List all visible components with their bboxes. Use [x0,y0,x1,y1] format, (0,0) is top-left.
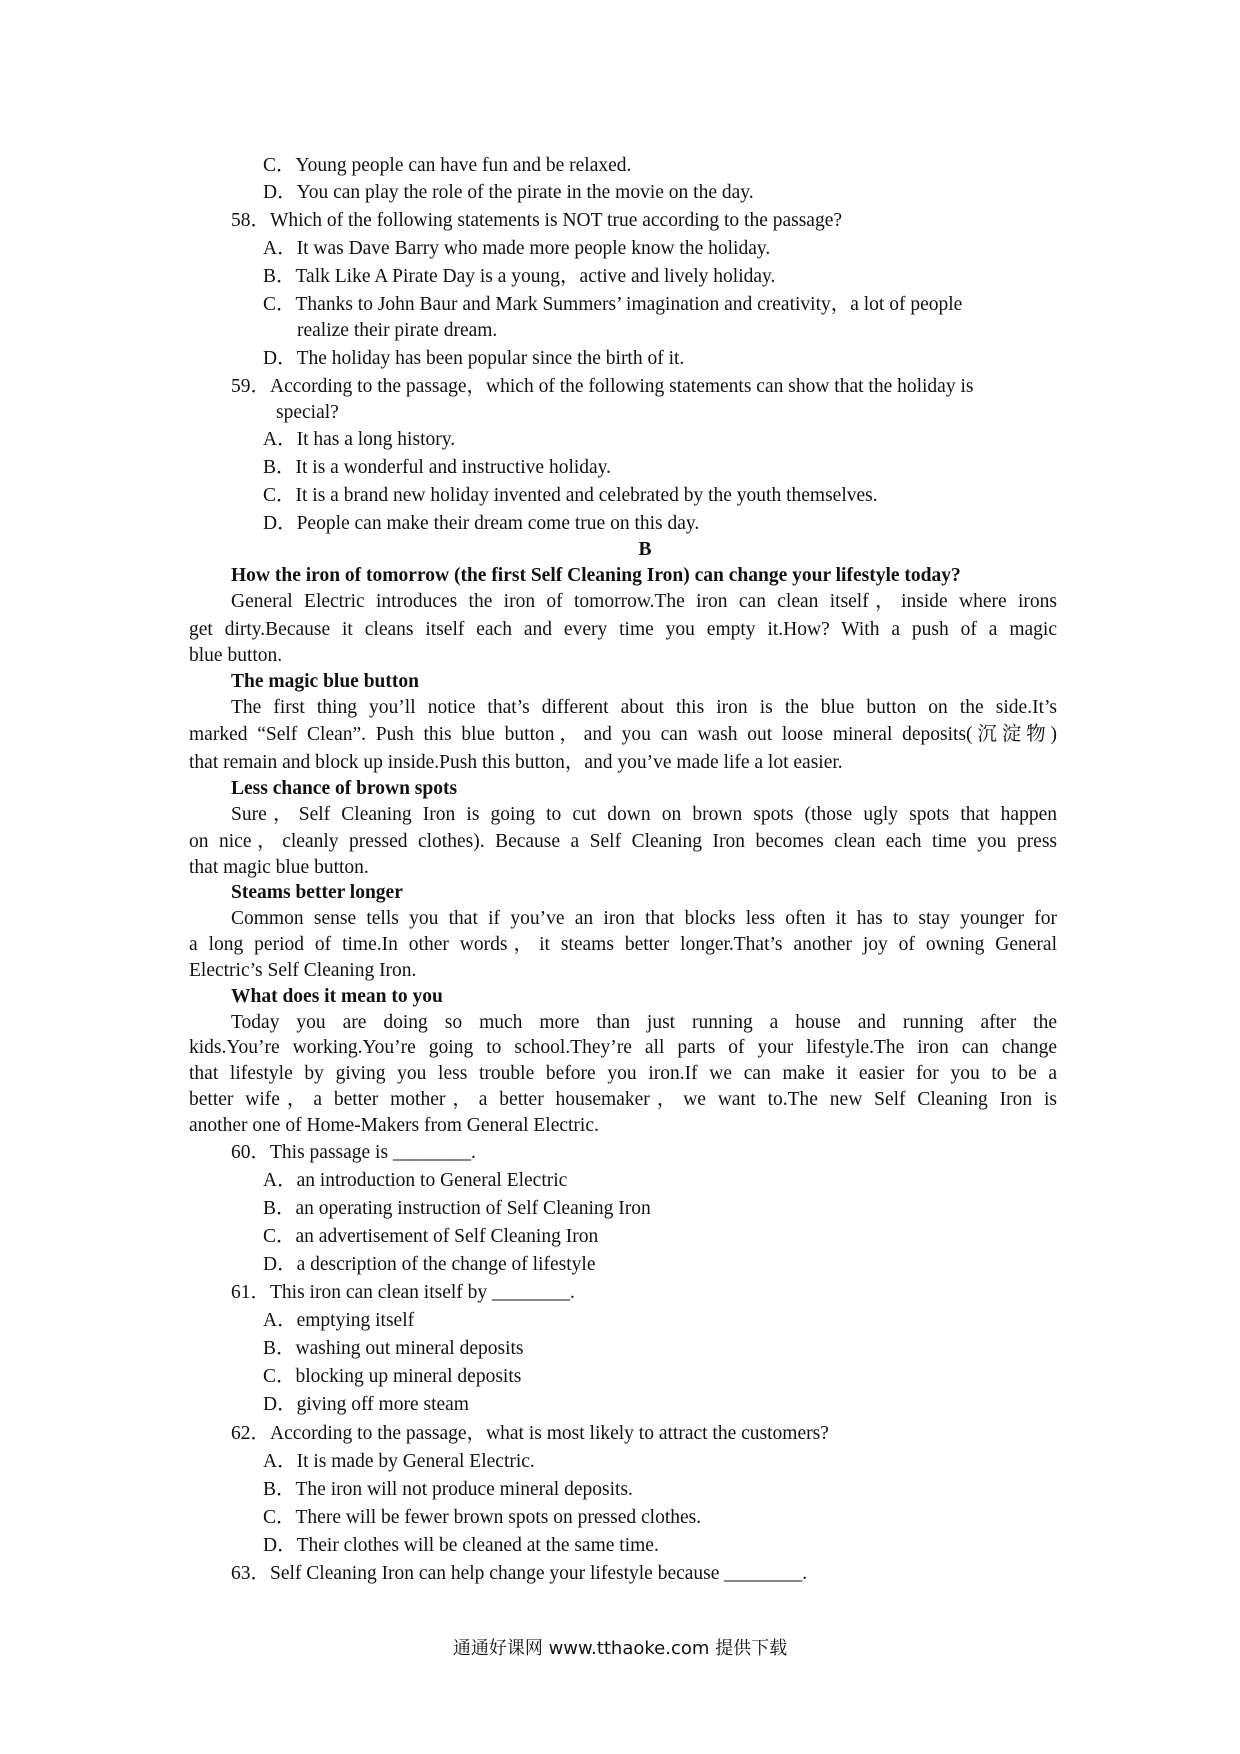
q61-option-a: A．emptying itself [263,1310,415,1331]
q59-option-d: D．People can make their dream come true on this day. [263,513,700,534]
intro-line-1: General Electric introduces the iron of tomorrow.The iron can clean itself，inside where irons [231,591,1057,612]
p4-line-2: kids.You’re working.You’re going to school.They’re all parts of your lifestyle.The iron can change [189,1037,1057,1058]
p1-line-3: that remain and block up inside.Push this button，and you’ve made life a lot easier. [189,752,843,773]
heading-what-it-means: What does it mean to you [231,986,443,1007]
q59-option-c: C．It is a brand new holiday invented and celebrated by the youth themselves. [263,485,878,506]
q58-option-d: D．The holiday has been popular since the birth of it. [263,348,685,369]
page-footer: 通通好课网 www.tthaoke.com 提供下载 [452,1638,788,1659]
q57-option-d: D．You can play the role of the pirate in the movie on the day. [263,182,754,203]
q59-option-a: A．It has a long history. [263,429,456,450]
q58-option-b: B．Talk Like A Pirate Day is a young，active and lively holiday. [263,266,776,287]
q60-option-a: A．an introduction to General Electric [263,1170,568,1191]
q61-option-b: B．washing out mineral deposits [263,1338,524,1359]
p1-line-1: The first thing you’ll notice that’s different about this iron is the blue button on the side.It’s [231,697,1057,718]
q58-stem: 58．Which of the following statements is NOT true according to the passage? [231,210,843,231]
p4-line-4: better wife，a better mother，a better housemaker，we want to.The new Self Cleaning Iron is [189,1089,1057,1110]
p2-line-3: that magic blue button. [189,857,369,878]
q60-option-b: B．an operating instruction of Self Cleaning Iron [263,1198,651,1219]
q58-option-c-cont: realize their pirate dream. [297,320,498,341]
p2-line-1: Sure，Self Cleaning Iron is going to cut down on brown spots (those ugly spots that happen [231,804,1057,825]
intro-line-3: blue button. [189,645,283,666]
q59-stem: 59．According to the passage，which of the following statements can show that the holiday is [231,376,974,397]
q57-option-c: C．Young people can have fun and be relaxed. [263,155,632,176]
section-letter: B [638,539,652,560]
q62-option-c: C．There will be fewer brown spots on pressed clothes. [263,1507,702,1528]
q62-stem: 62．According to the passage，what is most likely to attract the customers? [231,1423,829,1444]
q58-option-a: A．It was Dave Barry who made more people know the holiday. [263,238,771,259]
passage-title: How the iron of tomorrow (the first Self Cleaning Iron) can change your lifestyle today? [231,565,961,586]
q62-option-b: B．The iron will not produce mineral deposits. [263,1479,633,1500]
heading-magic-blue-button: The magic blue button [231,671,419,692]
q63-stem: 63．Self Cleaning Iron can help change your lifestyle because ________. [231,1563,808,1584]
p4-line-3: that lifestyle by giving you less trouble before you iron.If we can make it easier for you to be a [189,1063,1057,1084]
heading-brown-spots: Less chance of brown spots [231,778,458,799]
p1-line-2: marked “Self Clean”. Push this blue button，and you can wash out loose mineral deposits(沉淀物) [189,724,1057,745]
q61-option-d: D．giving off more steam [263,1394,469,1415]
q61-option-c: C．blocking up mineral deposits [263,1366,522,1387]
intro-line-2: get dirty.Because it cleans itself each and every time you empty it.How? With a push of a magic [189,619,1057,640]
q58-option-c: C．Thanks to John Baur and Mark Summers’ imagination and creativity，a lot of people [263,294,963,315]
q60-stem: 60．This passage is ________. [231,1142,476,1163]
p2-line-2: on nice，cleanly pressed clothes). Because a Self Cleaning Iron becomes clean each time you press [189,831,1057,852]
q61-stem: 61．This iron can clean itself by ________. [231,1282,575,1303]
heading-steams-better: Steams better longer [231,882,403,903]
q62-option-d: D．Their clothes will be cleaned at the same time. [263,1535,659,1556]
p3-line-1: Common sense tells you that if you’ve an iron that blocks less often it has to stay younger for [231,908,1057,929]
p4-line-1: Today you are doing so much more than just running a house and running after the [231,1012,1057,1033]
q59-option-b: B．It is a wonderful and instructive holiday. [263,457,612,478]
p4-line-5: another one of Home-Makers from General Electric. [189,1115,599,1136]
p3-line-3: Electric’s Self Cleaning Iron. [189,960,417,981]
q60-option-c: C．an advertisement of Self Cleaning Iron [263,1226,599,1247]
q59-stem-cont: special? [276,402,339,423]
q60-option-d: D．a description of the change of lifestyle [263,1254,596,1275]
q62-option-a: A．It is made by General Electric. [263,1451,535,1472]
p3-line-2: a long period of time.In other words，it steams better longer.That’s another joy of owning General [189,934,1057,955]
